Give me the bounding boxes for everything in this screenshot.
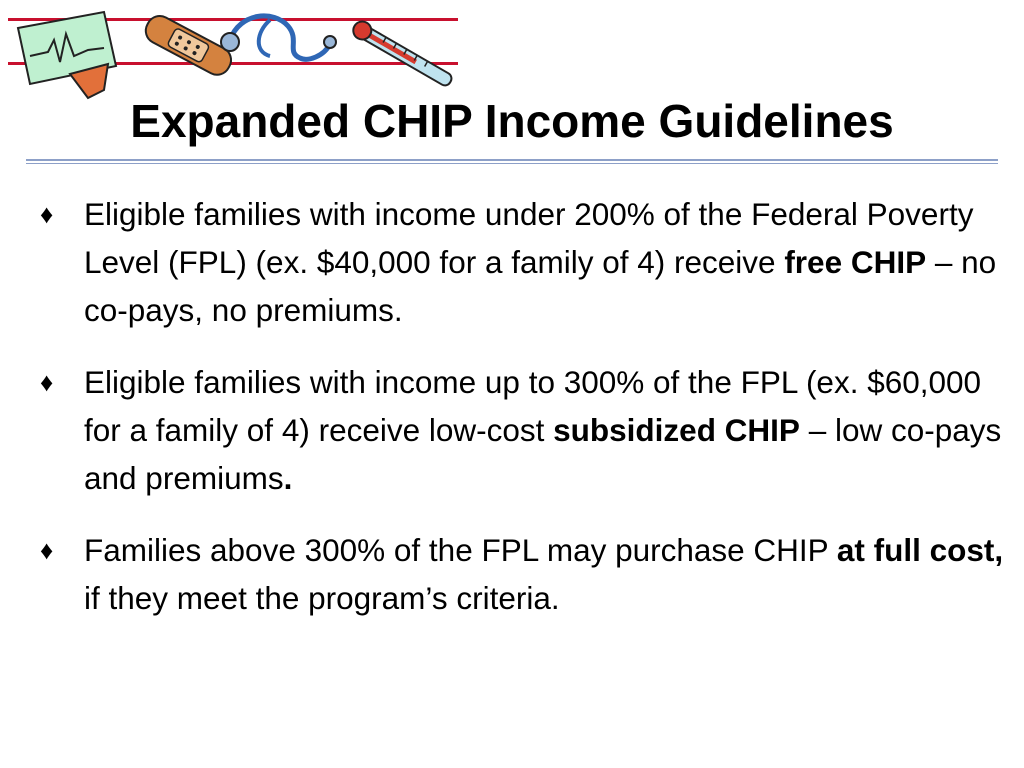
slide-title: Expanded CHIP Income Guidelines	[130, 95, 894, 147]
stethoscope-icon	[221, 16, 336, 59]
ekg-chart-icon	[18, 12, 116, 98]
bullet-text: Eligible families with income under 200% of the Federal Poverty Level (FPL) (ex. $40,000 for a family of 4) receive	[84, 196, 974, 280]
bullet-emphasis: free CHIP	[784, 244, 927, 280]
bullet-text: Families above 300% of the FPL may purchase CHIP	[84, 532, 837, 568]
bullet-text: – no co-pays, no premiums.	[84, 244, 997, 328]
bullet-text: Eligible families with income up to 300% of the FPL (ex. $60,000 for a family of 4) receive low-cost	[84, 364, 982, 448]
bullet-list	[40, 190, 1024, 622]
medical-clipart-header	[8, 4, 468, 100]
bullet-text: if they meet the program’s criteria.	[84, 580, 560, 616]
bullet-item	[40, 358, 1024, 502]
diamond-bullet-icon: ♦	[40, 367, 54, 397]
bullet-text: – low co-pays and premiums	[84, 412, 1002, 496]
bullet-item	[40, 190, 1024, 334]
title-rule-thick	[26, 159, 998, 161]
bullet-emphasis: subsidized CHIP	[553, 412, 800, 448]
title-rule-thin	[26, 163, 998, 164]
thermometer-icon	[350, 18, 455, 89]
bullet-emphasis: .	[283, 460, 293, 496]
bullet-emphasis: at full cost,	[836, 532, 1004, 568]
diamond-bullet-icon: ♦	[40, 199, 54, 229]
diamond-bullet-icon: ♦	[40, 535, 54, 565]
bullet-item	[40, 526, 1024, 622]
